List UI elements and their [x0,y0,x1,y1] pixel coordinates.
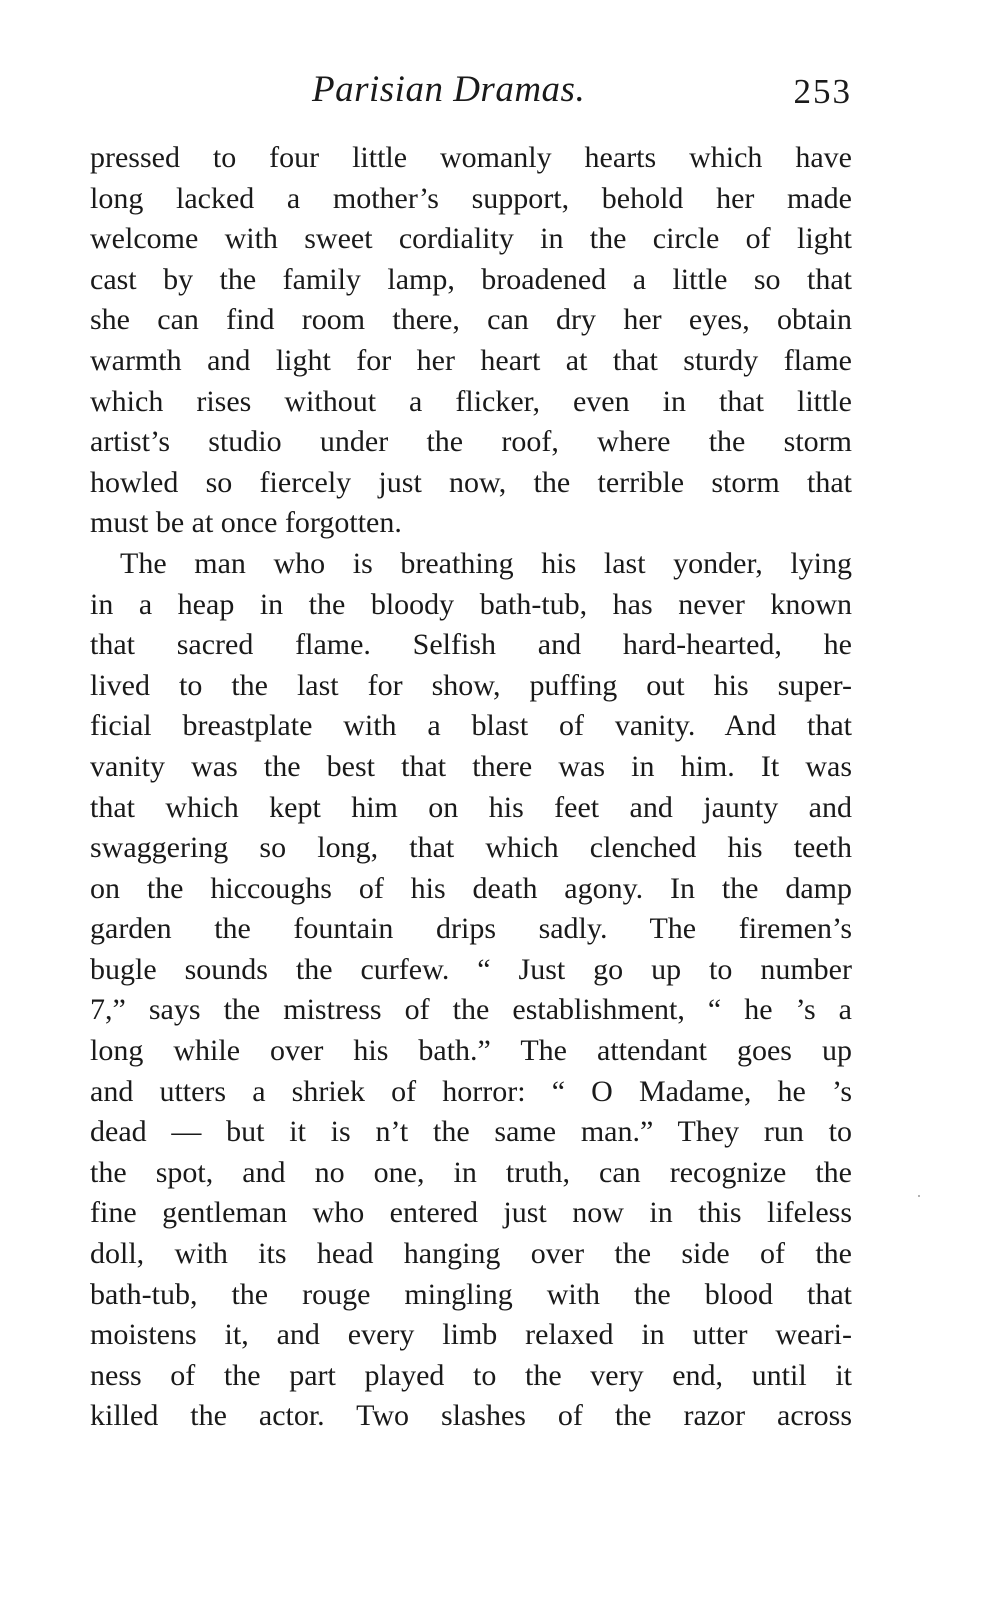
text-line: The man who is breathing his last yonder, lying [120,546,852,580]
text-line: the spot, and no one, in truth, can recognize the [90,1155,852,1189]
paper-speck [918,1195,920,1197]
text-line: ficial breastplate with a blast of vanity. And that [90,709,852,743]
text-line: 7,” says the mistress of the establishment, “ he ’s a [90,993,852,1027]
text-line: must be at once forgotten. [90,506,402,540]
text-line: cast by the family lamp, broadened a little so that [90,262,852,296]
text-line: which rises without a flicker, even in that little [90,384,852,418]
text-line: bath-tub, the rouge mingling with the blood that [90,1277,852,1311]
paragraph [90,544,852,1437]
text-line: long while over his bath.” The attendant goes up [90,1034,852,1068]
body-text [90,138,852,1437]
text-line: that sacred flame. Selfish and hard-hearted, he [90,628,852,662]
text-line: swaggering so long, that which clenched his teeth [90,831,852,865]
text-line: and utters a shriek of horror: “ O Madame, he ’s [90,1074,852,1108]
text-line: howled so fiercely just now, the terrible storm that [90,465,852,499]
text-line: warmth and light for her heart at that sturdy flame [90,343,852,377]
running-title: Parisian Dramas. [312,69,586,110]
page-number: 253 [793,72,852,111]
text-line: doll, with its head hanging over the side of the [90,1237,852,1271]
text-line: bugle sounds the curfew. “ Just go up to number [90,952,852,986]
text-line: ness of the part played to the very end, until it [90,1358,852,1392]
text-line: pressed to four little womanly hearts which have [90,141,852,174]
text-line: fine gentleman who entered just now in this lifeless [90,1196,852,1230]
text-line: killed the actor. Two slashes of the razor across [90,1399,852,1433]
text-line: on the hiccoughs of his death agony. In the damp [90,871,852,905]
text-line: welcome with sweet cordiality in the circle of light [90,222,852,256]
text-line: that which kept him on his feet and jaunty and [90,790,852,824]
running-head [90,68,852,118]
text-line: garden the fountain drips sadly. The firemen’s [90,912,852,946]
text-line: artist’s studio under the roof, where the storm [90,425,852,459]
text-line: moistens it, and every limb relaxed in utter weari- [90,1318,852,1352]
text-line: long lacked a mother’s support, behold her made [90,181,852,215]
text-line: vanity was the best that there was in him. It was [90,749,852,783]
text-line: in a heap in the bloody bath-tub, has never known [90,587,852,621]
paragraph [90,138,852,544]
text-line: lived to the last for show, puffing out his super- [90,668,852,702]
text-line: she can find room there, can dry her eyes, obtain [90,303,852,337]
text-line: dead — but it is n’t the same man.” They run to [90,1115,852,1149]
